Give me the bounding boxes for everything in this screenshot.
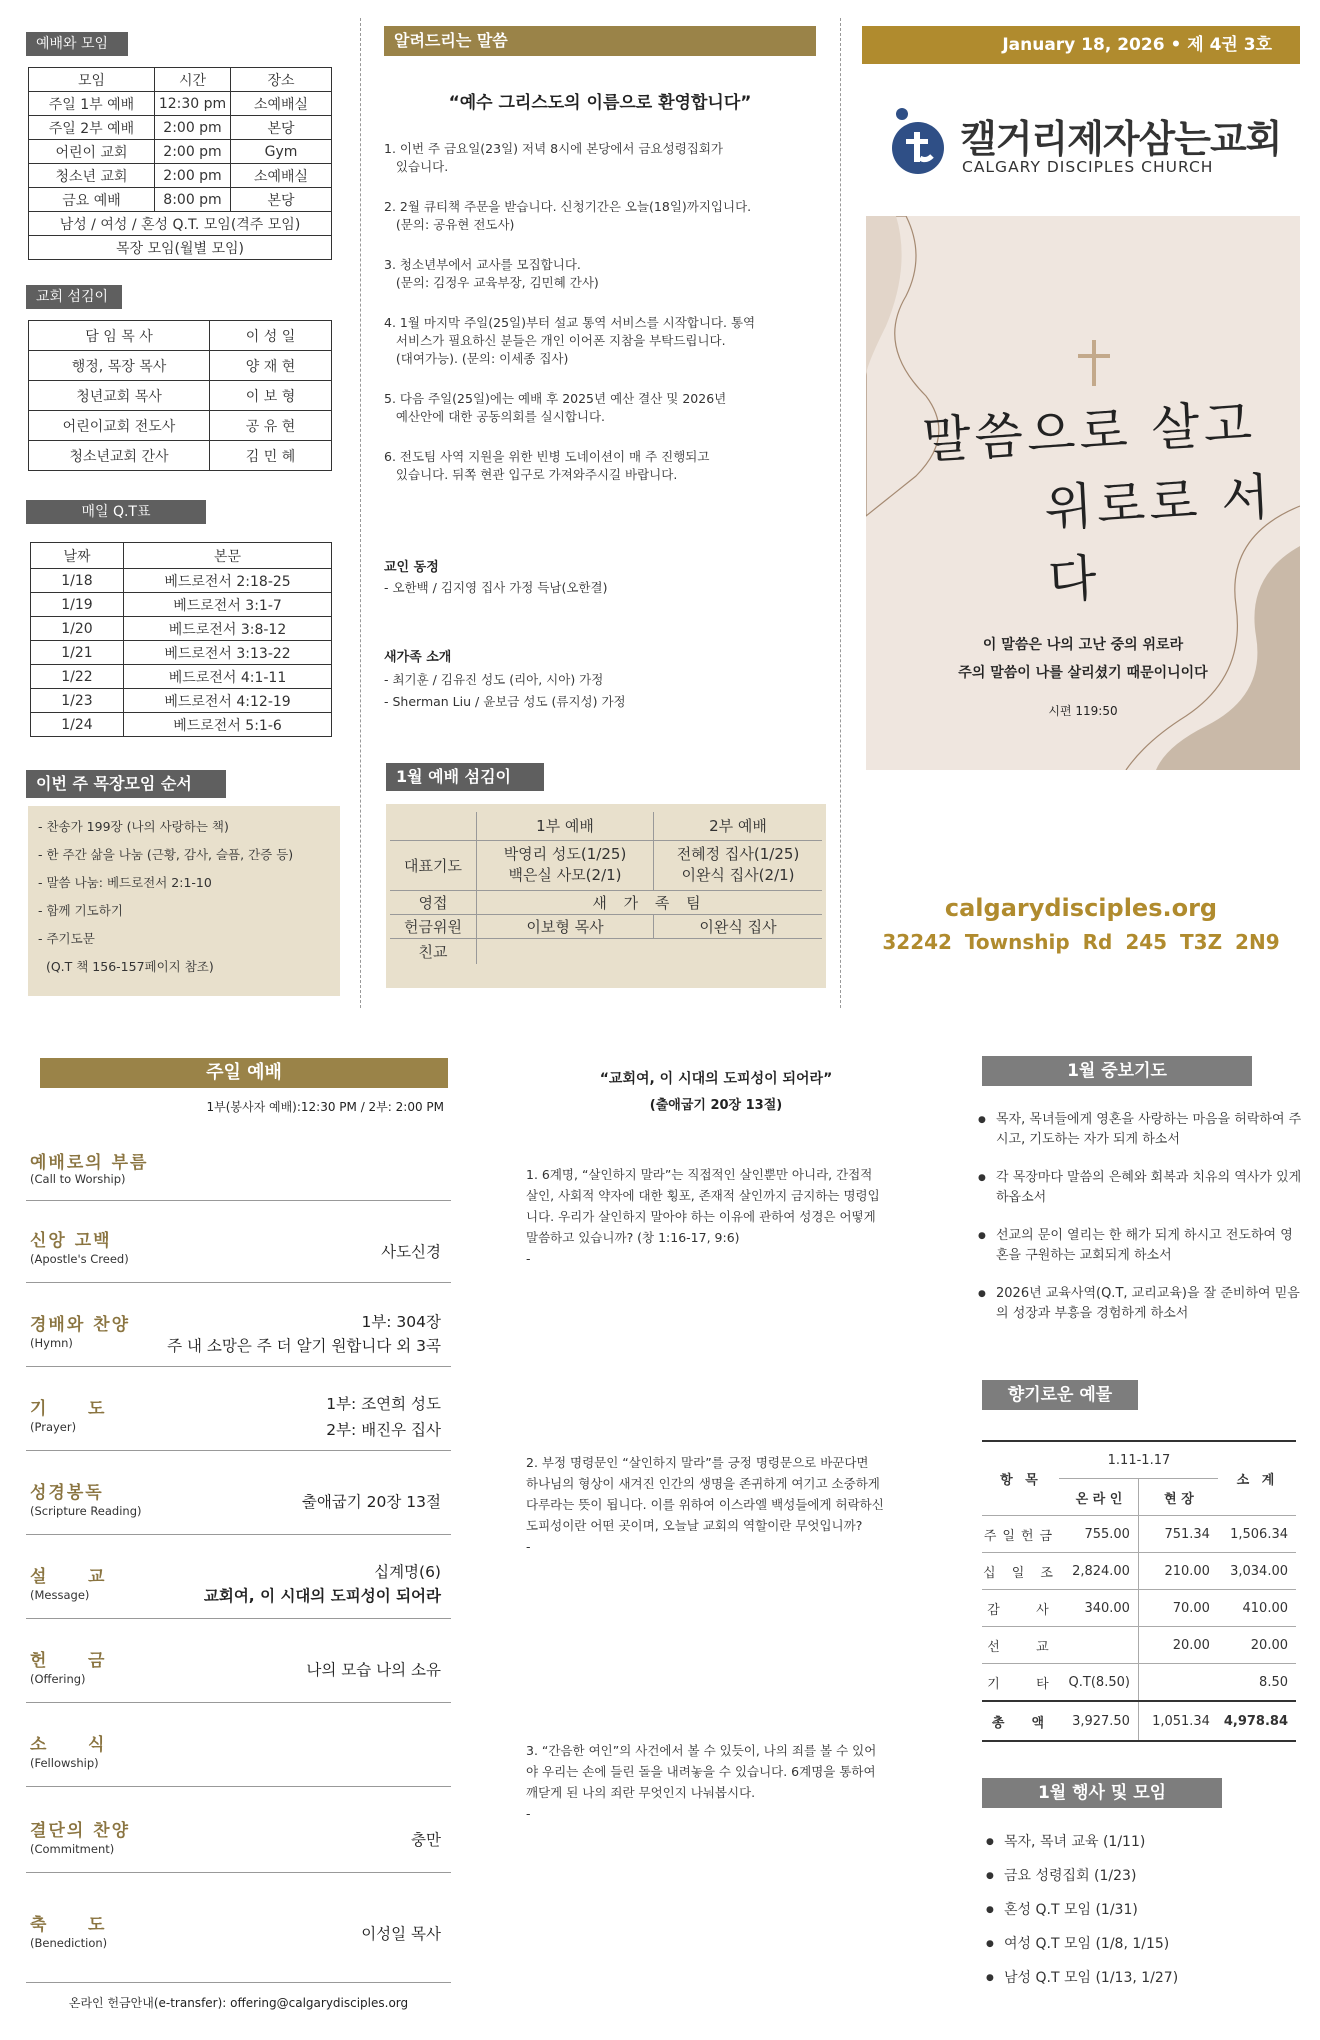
table-cell: 베드로전서 3:8-12 xyxy=(124,617,332,641)
table-cell: 선 교 xyxy=(982,1627,1059,1664)
table-cell: 청소년 교회 xyxy=(29,164,155,188)
table-cell: 청년교회 목사 xyxy=(29,381,210,411)
service-row-sub: (Prayer) xyxy=(30,1420,77,1434)
question-line: 2. 부정 명령문인 “살인하지 말라”를 긍정 명령문으로 바꾼다면 xyxy=(526,1455,869,1470)
announcement-line: 2. 2월 큐티책 주문을 받습니다. 신청기간은 오늘(18일)까지입니다. xyxy=(384,199,752,214)
prayer-section-title: 1월 중보기도 xyxy=(982,1056,1252,1086)
list-item: ● 혼성 Q.T 모임 (1/31) xyxy=(986,1900,1300,1920)
cover-verse-line2: 주의 말씀이 나를 살리셨기 때문이니이다 xyxy=(958,665,1208,681)
question-line: 도피성이란 어떤 곳이며, 오늘날 교회의 역할이란 무엇입니까? xyxy=(526,1518,863,1533)
table-cell: 베드로전서 5:1-6 xyxy=(124,713,332,737)
announcement-line: 있습니다. 뒤쪽 현관 입구로 가져와주시길 바랍니다. xyxy=(384,467,678,482)
table-cell: 410.00 xyxy=(1218,1590,1296,1627)
table-cell: 20.00 xyxy=(1138,1627,1218,1664)
table-cell xyxy=(477,840,654,890)
table-cell: 2:00 pm xyxy=(155,116,231,140)
list-item: ● 각 목장마다 말씀의 은혜와 회복과 치유의 역사가 있게 하옵소서 xyxy=(978,1168,1302,1208)
table-header: 모임 xyxy=(29,68,155,92)
service-row-sub: (Offering) xyxy=(30,1672,86,1686)
service-row-sub: (Call to Worship) xyxy=(30,1172,126,1186)
table-header: 시간 xyxy=(155,68,231,92)
table-cell: Q.T(8.50) xyxy=(1059,1664,1139,1702)
list-item: ● 2026년 교육사역(Q.T, 교리교육)을 잘 준비하여 믿음의 성장과 부흥을 경험하게 하소서 xyxy=(978,1284,1302,1324)
table-cell: 70.00 xyxy=(1138,1590,1218,1627)
list-item: ● 남성 Q.T 모임 (1/13, 1/27) xyxy=(986,1968,1300,1988)
question-line: 말씀하고 있습니까? (창 1:16-17, 9:6) xyxy=(526,1230,740,1245)
service-row xyxy=(26,1618,451,1703)
list-item: ● 목자, 목녀들에게 영혼을 사랑하는 마음을 허락하여 주시고, 기도하는 자가 되게 하소서 xyxy=(978,1110,1302,1150)
serve-name: 박영리 성도(1/25) xyxy=(503,845,627,863)
table-cell: 1/21 xyxy=(31,641,124,665)
sermon-question-2 xyxy=(526,1452,938,1557)
table-cell: 1,506.34 xyxy=(1218,1516,1296,1553)
list-item: - 한 주간 삶을 나눔 (근황, 감사, 슬픔, 간증 등) xyxy=(38,847,294,862)
list-item: ● 선교의 문이 열리는 한 해가 되게 하시고 전도하여 영혼을 구원하는 교회되게 하소서 xyxy=(978,1226,1302,1266)
service-row-title: 경배와 찬양 xyxy=(30,1315,131,1335)
table-header: 1.11-1.17 xyxy=(1059,1441,1218,1479)
table-cell: 20.00 xyxy=(1218,1627,1296,1664)
table-cell: 2,824.00 xyxy=(1059,1553,1139,1590)
announcement-line: 서비스가 필요하신 분들은 개인 이어폰 지참을 부탁드립니다. xyxy=(384,333,726,348)
service-row-title: 설 교 xyxy=(30,1567,107,1587)
announcement-item xyxy=(384,140,824,176)
newfamily-item: - 최기훈 / 김유진 성도 (리아, 시아) 가정 xyxy=(384,672,604,687)
table-cell: 340.00 xyxy=(1059,1590,1139,1627)
table-cell: 2:00 pm xyxy=(155,140,231,164)
table-cell: 헌금위원 xyxy=(390,914,477,938)
service-row-value: 사도신경 xyxy=(381,1243,441,1261)
question-line: 살인, 사회적 약자에 대한 횡포, 존재적 살인까지 금지하는 명령입 xyxy=(526,1188,880,1203)
welcome-heading: “예수 그리스도의 이름으로 환영합니다” xyxy=(448,93,752,113)
question-line: - xyxy=(526,1806,531,1821)
service-row-sub: (Apostle's Creed) xyxy=(30,1252,129,1266)
service-row-value: 나의 모습 나의 소유 xyxy=(306,1661,441,1679)
qt-section-title: 매일 Q.T표 xyxy=(26,500,206,524)
total-sum: 4,978.84 xyxy=(1218,1701,1296,1741)
service-row-title: 성경봉독 xyxy=(30,1483,104,1503)
cross-icon xyxy=(1092,340,1096,386)
table-cell: 1/22 xyxy=(31,665,124,689)
divider xyxy=(840,18,841,1008)
service-row-value: 십계명(6) xyxy=(374,1563,441,1581)
service-row xyxy=(26,1702,451,1787)
prayer-list xyxy=(978,1110,1302,1342)
table-cell: 새 가 족 팀 xyxy=(477,890,823,914)
service-row-sub: (Message) xyxy=(30,1588,90,1602)
table-cell: 이완식 집사 xyxy=(654,914,823,938)
announcement-item xyxy=(384,256,824,292)
announcement-line: 4. 1월 마지막 주일(25일)부터 설교 통역 서비스를 시작합니다. 통역 xyxy=(384,315,756,330)
announcement-item xyxy=(384,390,824,426)
table-cell: 8.50 xyxy=(1218,1664,1296,1702)
table-cell: 공 유 현 xyxy=(210,411,332,441)
service-times: 1부(봉사자 예배):12:30 PM / 2부: 2:00 PM xyxy=(206,1100,444,1114)
table-header: 현 장 xyxy=(1138,1479,1218,1516)
serve-name: 이완식 집사(2/1) xyxy=(681,866,795,884)
list-item: - 주기도문 xyxy=(38,931,95,946)
table-cell: 751.34 xyxy=(1138,1516,1218,1553)
announcement-line: 예산안에 대한 공동의회를 실시합니다. xyxy=(384,409,606,424)
service-row-sub: (Hymn) xyxy=(30,1336,73,1350)
service-row-value: 충만 xyxy=(411,1831,441,1849)
worship-section-title: 예배와 모임 xyxy=(26,32,128,56)
serve-name: 전혜정 집사(1/25) xyxy=(676,845,800,863)
offering-section-title: 향기로운 예물 xyxy=(982,1380,1138,1410)
service-row-sub: (Fellowship) xyxy=(30,1756,99,1770)
table-cell: Gym xyxy=(231,140,332,164)
serve-section-title: 1월 예배 섬김이 xyxy=(386,763,544,791)
announcement-item xyxy=(384,198,824,234)
list-item: ● 목자, 목녀 교육 (1/11) xyxy=(986,1832,1300,1852)
table-cell: 행정, 목장 목사 xyxy=(29,351,210,381)
question-line: - xyxy=(526,1251,531,1266)
table-cell: 친교 xyxy=(390,938,477,964)
table-cell xyxy=(477,938,654,964)
table-cell: 양 재 현 xyxy=(210,351,332,381)
service-row xyxy=(26,1282,451,1367)
table-cell: 1/18 xyxy=(31,569,124,593)
mokjang-box xyxy=(28,806,340,996)
table-cell: 이 보 형 xyxy=(210,381,332,411)
table-cell xyxy=(654,840,823,890)
service-row-title: 축 도 xyxy=(30,1915,107,1935)
church-address: 32242 Township Rd 245 T3Z 2N9 xyxy=(882,930,1280,954)
question-line: 니다. 우리가 살인하지 말아야 하는 이유에 관하여 성경은 어떻게 xyxy=(526,1209,876,1224)
table-cell: 주일 1부 예배 xyxy=(29,92,155,116)
serve-box xyxy=(386,804,826,988)
list-item: - 말씀 나눔: 베드로전서 2:1-10 xyxy=(38,875,212,890)
service-row xyxy=(26,1786,451,1873)
question-line: 깨닫게 된 나의 죄란 무엇인지 나눠봅시다. xyxy=(526,1785,756,1800)
total-label: 총 액 xyxy=(982,1701,1059,1741)
table-cell: 주일 2부 예배 xyxy=(29,116,155,140)
announcement-item xyxy=(384,448,824,484)
staff-table xyxy=(28,320,332,471)
service-row-title: 기 도 xyxy=(30,1399,107,1419)
table-header: 장소 xyxy=(231,68,332,92)
serve-name: 백은실 사모(2/1) xyxy=(508,866,622,884)
service-row xyxy=(26,1872,451,1983)
table-cell: 본당 xyxy=(231,116,332,140)
service-row-value: 교회여, 이 시대의 도피성이 되어라 xyxy=(203,1587,441,1605)
church-name-ko: 캘거리제자삼는교회 xyxy=(960,117,1282,161)
offering-table xyxy=(982,1440,1296,1742)
divider xyxy=(360,18,361,1008)
table-cell: 남성 / 여성 / 혼성 Q.T. 모임(격주 모임) xyxy=(29,212,332,236)
date-bar: January 18, 2026 • 제 4권 3호 xyxy=(862,26,1300,64)
service-row xyxy=(26,1450,451,1535)
service-row-sub: (Benediction) xyxy=(30,1936,108,1950)
table-cell: 주일헌금 xyxy=(982,1516,1059,1553)
service-row-value: 출애굽기 20장 13절 xyxy=(301,1493,441,1511)
etransfer-info: 온라인 헌금안내(e-transfer): offering@calgarydisciples.org xyxy=(68,1996,409,2010)
table-header: 소 계 xyxy=(1218,1441,1296,1516)
table-cell xyxy=(1138,1664,1218,1702)
service-title: 주일 예배 xyxy=(40,1058,448,1088)
table-cell: 청소년교회 간사 xyxy=(29,441,210,471)
events-list xyxy=(986,1832,1300,2002)
announcement-line: 있습니다. xyxy=(384,159,449,174)
table-cell: 대표기도 xyxy=(390,840,477,890)
table-cell xyxy=(654,938,823,964)
announcement-line: 6. 전도팀 사역 지원을 위한 빈병 도네이션이 매 주 진행되고 xyxy=(384,449,710,464)
table-header: 1부 예배 xyxy=(477,812,654,840)
service-row-title: 신앙 고백 xyxy=(30,1231,112,1251)
table-cell: 목장 모임(월별 모임) xyxy=(29,236,332,260)
sermon-question-1 xyxy=(526,1164,938,1269)
total-online: 3,927.50 xyxy=(1059,1701,1139,1741)
announcement-line: 1. 이번 주 금요일(23일) 저녁 8시에 본당에서 금요성령집회가 xyxy=(384,141,724,156)
service-row-title: 소 식 xyxy=(30,1735,107,1755)
list-item: ● 금요 성령집회 (1/23) xyxy=(986,1866,1300,1886)
table-cell: 이 성 일 xyxy=(210,321,332,351)
total-onsite: 1,051.34 xyxy=(1138,1701,1218,1741)
list-item: - 함께 기도하기 xyxy=(38,903,123,918)
table-header: 항 목 xyxy=(982,1441,1059,1516)
announcement-line: (문의: 공유현 전도사) xyxy=(384,217,515,232)
table-header: 본문 xyxy=(124,543,332,569)
cover-title-line2: 위로로 서다 xyxy=(1042,467,1275,610)
cover-image xyxy=(866,216,1300,770)
table-header: 날짜 xyxy=(31,543,124,569)
news-item: - 오한백 / 김지영 집사 가정 득남(오한결) xyxy=(384,580,608,595)
service-row-value: 이성일 목사 xyxy=(361,1925,441,1943)
table-cell: 베드로전서 2:18-25 xyxy=(124,569,332,593)
table-cell: 210.00 xyxy=(1138,1553,1218,1590)
table-cell: 어린이 교회 xyxy=(29,140,155,164)
website-link[interactable]: calgarydisciples.org xyxy=(944,894,1218,922)
cover-title-line1: 말씀으로 살고 xyxy=(920,394,1258,470)
service-row xyxy=(26,1534,451,1619)
newfamily-item: - Sherman Liu / 윤보금 성도 (류지성) 가정 xyxy=(384,694,626,709)
list-item: (Q.T 책 156-157페이지 참조) xyxy=(38,959,214,974)
question-line: 하나님의 형상이 새겨진 인간의 생명을 존귀하게 여기고 소중하게 xyxy=(526,1476,880,1491)
sermon-ref: (출애굽기 20장 13절) xyxy=(649,1098,783,1113)
question-line: 다루라는 뜻이 됩니다. 이를 위하여 이스라엘 백성들에게 허락하신 xyxy=(526,1497,884,1512)
table-cell: 2:00 pm xyxy=(155,164,231,188)
table-cell: 8:00 pm xyxy=(155,188,231,212)
newfamily-title: 새가족 소개 xyxy=(384,650,452,665)
question-line: 야 우리는 손에 들린 돌을 내려놓을 수 있습니다. 6계명을 통하여 xyxy=(526,1764,876,1779)
table-cell: 1/20 xyxy=(31,617,124,641)
service-row-sub: (Scripture Reading) xyxy=(30,1504,142,1518)
announce-section-title: 알려드리는 말씀 xyxy=(384,26,816,56)
worship-table xyxy=(28,67,332,260)
table-cell: 본당 xyxy=(231,188,332,212)
table-cell: 베드로전서 3:1-7 xyxy=(124,593,332,617)
table-header: 온 라 인 xyxy=(1059,1479,1139,1516)
cover-verse-line1: 이 말씀은 나의 고난 중의 위로라 xyxy=(982,637,1184,653)
table-cell: 베드로전서 3:13-22 xyxy=(124,641,332,665)
qt-table xyxy=(30,542,332,737)
question-line: - xyxy=(526,1539,531,1554)
table-cell: 이보형 목사 xyxy=(477,914,654,938)
service-row-title: 예배로의 부름 xyxy=(30,1153,149,1173)
service-row-value: 주 내 소망은 주 더 알기 원합니다 외 3곡 xyxy=(167,1337,441,1355)
table-cell: 755.00 xyxy=(1059,1516,1139,1553)
list-item: - 찬송가 199장 (나의 사랑하는 책) xyxy=(38,819,229,834)
table-cell: 1/24 xyxy=(31,713,124,737)
table-cell: 감 사 xyxy=(982,1590,1059,1627)
service-row-sub: (Commitment) xyxy=(30,1842,115,1856)
announcement-line: 5. 다음 주일(25일)에는 예배 후 2025년 예산 결산 및 2026년 xyxy=(384,391,727,406)
announcement-line: (대여가능). (문의: 이세종 집사) xyxy=(384,351,569,366)
table-cell: 김 민 혜 xyxy=(210,441,332,471)
church-name-en: CALGARY DISCIPLES CHURCH xyxy=(962,158,1214,176)
service-row xyxy=(26,1200,451,1283)
cover-verse-ref: 시편 119:50 xyxy=(1048,704,1118,718)
announcement-line: 3. 청소년부에서 교사를 모집합니다. xyxy=(384,257,581,272)
table-cell: 소예배실 xyxy=(231,164,332,188)
sermon-question-3 xyxy=(526,1740,938,1824)
news-title: 교인 동정 xyxy=(384,560,439,575)
table-cell: 어린이교회 전도사 xyxy=(29,411,210,441)
table-cell: 영접 xyxy=(390,890,477,914)
mokjang-section-title: 이번 주 목장모임 순서 xyxy=(26,770,226,798)
table-cell xyxy=(1059,1627,1139,1664)
table-cell: 베드로전서 4:12-19 xyxy=(124,689,332,713)
table-cell: 금요 예배 xyxy=(29,188,155,212)
events-section-title: 1월 행사 및 모임 xyxy=(982,1778,1222,1808)
table-cell: 3,034.00 xyxy=(1218,1553,1296,1590)
sermon-title: “교회여, 이 시대의 도피성이 되어라” xyxy=(599,1071,833,1087)
question-line: 3. “간음한 여인”의 사건에서 볼 수 있듯이, 나의 죄를 볼 수 있어 xyxy=(526,1743,877,1758)
announcement-list xyxy=(384,140,824,484)
service-row xyxy=(26,1130,451,1201)
announcement-line: (문의: 김정우 교육부장, 김민혜 간사) xyxy=(384,275,599,290)
church-logo-icon xyxy=(888,106,946,176)
table-cell: 1/19 xyxy=(31,593,124,617)
service-row-title: 헌 금 xyxy=(30,1651,107,1671)
staff-section-title: 교회 섬김이 xyxy=(26,285,122,309)
announcement-item xyxy=(384,314,824,368)
serve-table xyxy=(390,812,822,964)
serve-corner xyxy=(390,812,477,840)
service-row xyxy=(26,1366,451,1451)
service-row-value: 2부: 배진우 집사 xyxy=(326,1421,441,1439)
service-row-value: 1부: 조연희 성도 xyxy=(326,1395,441,1413)
table-cell: 기 타 xyxy=(982,1664,1059,1702)
table-header: 2부 예배 xyxy=(654,812,823,840)
table-cell: 소예배실 xyxy=(231,92,332,116)
question-line: 1. 6계명, “살인하지 말라”는 직접적인 살인뿐만 아니라, 간접적 xyxy=(526,1167,873,1182)
table-cell: 십 일 조 xyxy=(982,1553,1059,1590)
service-row-value: 1부: 304장 xyxy=(361,1313,441,1331)
table-cell: 12:30 pm xyxy=(155,92,231,116)
cross-icon-bar xyxy=(1078,354,1110,358)
table-cell: 베드로전서 4:1-11 xyxy=(124,665,332,689)
list-item: ● 여성 Q.T 모임 (1/8, 1/15) xyxy=(986,1934,1300,1954)
table-cell: 담 임 목 사 xyxy=(29,321,210,351)
service-row-title: 결단의 찬양 xyxy=(30,1821,131,1841)
table-cell: 1/23 xyxy=(31,689,124,713)
